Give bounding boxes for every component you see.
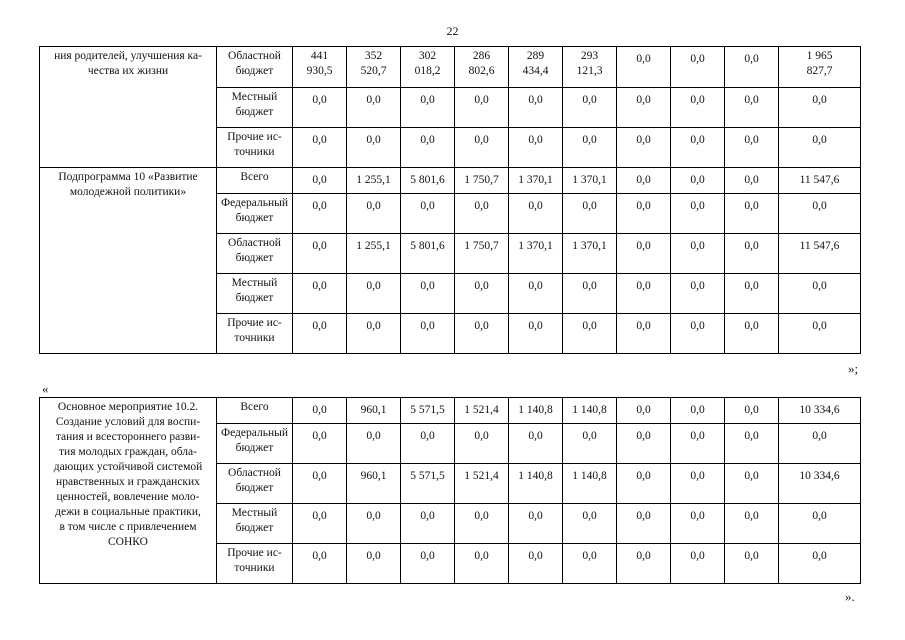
amount-cell: 5 571,5 (401, 464, 455, 504)
funding-source-cell: Местный бюджет (217, 88, 293, 128)
funding-source-cell: Всего (217, 398, 293, 424)
amount-cell: 0,0 (293, 274, 347, 314)
amount-cell: 0,0 (293, 168, 347, 194)
amount-cell: 0,0 (617, 398, 671, 424)
amount-cell: 0,0 (509, 544, 563, 584)
amount-cell: 0,0 (725, 47, 779, 88)
amount-cell: 0,0 (509, 88, 563, 128)
amount-cell: 5 801,6 (401, 234, 455, 274)
amount-cell: 0,0 (455, 128, 509, 168)
amount-cell: 0,0 (455, 194, 509, 234)
program-description-cell: ния родителей, улучшения ка- чества их жизни (40, 47, 217, 168)
amount-cell: 0,0 (293, 314, 347, 354)
amount-cell: 352 520,7 (347, 47, 401, 88)
amount-cell: 0,0 (455, 544, 509, 584)
amount-cell: 1 140,8 (509, 398, 563, 424)
amount-cell: 0,0 (509, 274, 563, 314)
amount-cell: 960,1 (347, 398, 401, 424)
amount-cell: 0,0 (455, 504, 509, 544)
amount-cell: 11 547,6 (779, 168, 861, 194)
amount-cell: 0,0 (563, 128, 617, 168)
amount-cell: 0,0 (725, 314, 779, 354)
amount-cell: 0,0 (347, 314, 401, 354)
amount-cell: 0,0 (671, 544, 725, 584)
amount-cell: 5 801,6 (401, 168, 455, 194)
amount-cell: 302 018,2 (401, 47, 455, 88)
funding-source-cell: Прочие ис- точники (217, 314, 293, 354)
amount-cell: 0,0 (563, 274, 617, 314)
amount-cell: 0,0 (617, 424, 671, 464)
funding-source-cell: Федеральный бюджет (217, 194, 293, 234)
table-row (40, 168, 861, 194)
amount-cell: 0,0 (671, 274, 725, 314)
amount-cell: 0,0 (779, 88, 861, 128)
amount-cell: 0,0 (347, 504, 401, 544)
amount-cell: 0,0 (401, 194, 455, 234)
amount-cell: 0,0 (401, 274, 455, 314)
amount-cell: 0,0 (617, 88, 671, 128)
amount-cell: 0,0 (725, 88, 779, 128)
page-number: 22 (446, 24, 459, 38)
amount-cell: 0,0 (671, 464, 725, 504)
amount-cell: 0,0 (455, 314, 509, 354)
amount-cell: 0,0 (617, 314, 671, 354)
amount-cell: 0,0 (671, 424, 725, 464)
funding-source-cell: Областной бюджет (217, 234, 293, 274)
amount-cell: 0,0 (563, 424, 617, 464)
amount-cell: 0,0 (617, 47, 671, 88)
amount-cell: 0,0 (347, 128, 401, 168)
amount-cell: 0,0 (671, 168, 725, 194)
amount-cell: 0,0 (779, 424, 861, 464)
amount-cell: 0,0 (671, 314, 725, 354)
amount-cell: 1 370,1 (563, 234, 617, 274)
amount-cell: 0,0 (779, 128, 861, 168)
program-description-cell: Основное мероприятие 10.2. Создание условий для воспи- тания и всестороннего разви- тия молодых граждан, обла- дающих устойчивой системой нравственных и гражданских ценностей, вовлечение моло- дежи в социальные практики, в том числе с привлечением СОНКО (40, 398, 217, 584)
funding-source-cell: Прочие ис- точники (217, 128, 293, 168)
amount-cell: 0,0 (617, 128, 671, 168)
amount-cell: 0,0 (509, 314, 563, 354)
amount-cell: 0,0 (401, 424, 455, 464)
amount-cell: 1 255,1 (347, 234, 401, 274)
amount-cell: 0,0 (671, 194, 725, 234)
funding-source-cell: Всего (217, 168, 293, 194)
amount-cell: 0,0 (401, 544, 455, 584)
amount-cell: 0,0 (671, 47, 725, 88)
amount-cell: 0,0 (725, 168, 779, 194)
amount-cell: 0,0 (617, 504, 671, 544)
amount-cell: 0,0 (563, 314, 617, 354)
funding-source-cell: Местный бюджет (217, 504, 293, 544)
funding-source-cell: Прочие ис- точники (217, 544, 293, 584)
opening-quote: « (42, 381, 49, 396)
funding-source-cell: Областной бюджет (217, 47, 293, 88)
closing-quote-period: ». (845, 589, 855, 604)
amount-cell: 0,0 (725, 504, 779, 544)
amount-cell: 1 255,1 (347, 168, 401, 194)
closing-quote-semicolon: »; (848, 361, 859, 376)
amount-cell: 0,0 (293, 504, 347, 544)
amount-cell: 1 140,8 (509, 464, 563, 504)
amount-cell: 289 434,4 (509, 47, 563, 88)
amount-cell: 1 750,7 (455, 234, 509, 274)
amount-cell: 0,0 (401, 314, 455, 354)
amount-cell: 1 370,1 (509, 234, 563, 274)
amount-cell: 1 370,1 (563, 168, 617, 194)
amount-cell: 0,0 (293, 424, 347, 464)
amount-cell: 0,0 (779, 544, 861, 584)
amount-cell: 0,0 (509, 128, 563, 168)
amount-cell: 10 334,6 (779, 464, 861, 504)
amount-cell: 0,0 (293, 544, 347, 584)
amount-cell: 1 521,4 (455, 464, 509, 504)
amount-cell: 0,0 (401, 504, 455, 544)
amount-cell: 0,0 (563, 504, 617, 544)
amount-cell: 0,0 (293, 128, 347, 168)
amount-cell: 0,0 (779, 274, 861, 314)
amount-cell: 0,0 (725, 464, 779, 504)
amount-cell: 11 547,6 (779, 234, 861, 274)
amount-cell: 0,0 (779, 194, 861, 234)
amount-cell: 0,0 (725, 234, 779, 274)
amount-cell: 0,0 (725, 398, 779, 424)
table-row (40, 47, 861, 88)
funding-source-cell: Местный бюджет (217, 274, 293, 314)
amount-cell: 0,0 (671, 234, 725, 274)
funding-source-cell: Областной бюджет (217, 464, 293, 504)
budget-table-1 (39, 46, 861, 354)
amount-cell: 0,0 (293, 88, 347, 128)
amount-cell: 0,0 (617, 168, 671, 194)
amount-cell: 0,0 (779, 314, 861, 354)
amount-cell: 0,0 (617, 194, 671, 234)
amount-cell: 0,0 (563, 88, 617, 128)
amount-cell: 5 571,5 (401, 398, 455, 424)
amount-cell: 0,0 (617, 464, 671, 504)
amount-cell: 1 521,4 (455, 398, 509, 424)
amount-cell: 1 140,8 (563, 464, 617, 504)
amount-cell: 0,0 (293, 398, 347, 424)
amount-cell: 0,0 (563, 544, 617, 584)
amount-cell: 0,0 (725, 544, 779, 584)
amount-cell: 0,0 (347, 544, 401, 584)
amount-cell: 0,0 (347, 274, 401, 314)
amount-cell: 293 121,3 (563, 47, 617, 88)
amount-cell: 1 750,7 (455, 168, 509, 194)
amount-cell: 0,0 (563, 194, 617, 234)
amount-cell: 0,0 (671, 398, 725, 424)
amount-cell: 0,0 (455, 274, 509, 314)
amount-cell: 441 930,5 (293, 47, 347, 88)
amount-cell: 0,0 (509, 194, 563, 234)
amount-cell: 0,0 (725, 424, 779, 464)
amount-cell: 0,0 (671, 504, 725, 544)
amount-cell: 0,0 (779, 504, 861, 544)
amount-cell: 0,0 (725, 128, 779, 168)
amount-cell: 0,0 (293, 464, 347, 504)
amount-cell: 0,0 (401, 128, 455, 168)
table-row (40, 398, 861, 424)
budget-table-2 (39, 397, 861, 584)
amount-cell: 0,0 (509, 424, 563, 464)
funding-source-cell: Федеральный бюджет (217, 424, 293, 464)
amount-cell: 960,1 (347, 464, 401, 504)
amount-cell: 286 802,6 (455, 47, 509, 88)
amount-cell: 0,0 (617, 544, 671, 584)
amount-cell: 10 334,6 (779, 398, 861, 424)
amount-cell: 1 140,8 (563, 398, 617, 424)
amount-cell: 0,0 (617, 234, 671, 274)
amount-cell: 0,0 (725, 274, 779, 314)
program-description-cell: Подпрограмма 10 «Развитие молодежной политики» (40, 168, 217, 354)
amount-cell: 0,0 (401, 88, 455, 128)
amount-cell: 0,0 (671, 88, 725, 128)
amount-cell: 0,0 (455, 424, 509, 464)
amount-cell: 0,0 (347, 194, 401, 234)
amount-cell: 0,0 (455, 88, 509, 128)
amount-cell: 0,0 (671, 128, 725, 168)
amount-cell: 0,0 (617, 274, 671, 314)
amount-cell: 1 965 827,7 (779, 47, 861, 88)
amount-cell: 0,0 (509, 504, 563, 544)
amount-cell: 0,0 (347, 88, 401, 128)
amount-cell: 0,0 (293, 234, 347, 274)
amount-cell: 1 370,1 (509, 168, 563, 194)
amount-cell: 0,0 (725, 194, 779, 234)
amount-cell: 0,0 (347, 424, 401, 464)
amount-cell: 0,0 (293, 194, 347, 234)
